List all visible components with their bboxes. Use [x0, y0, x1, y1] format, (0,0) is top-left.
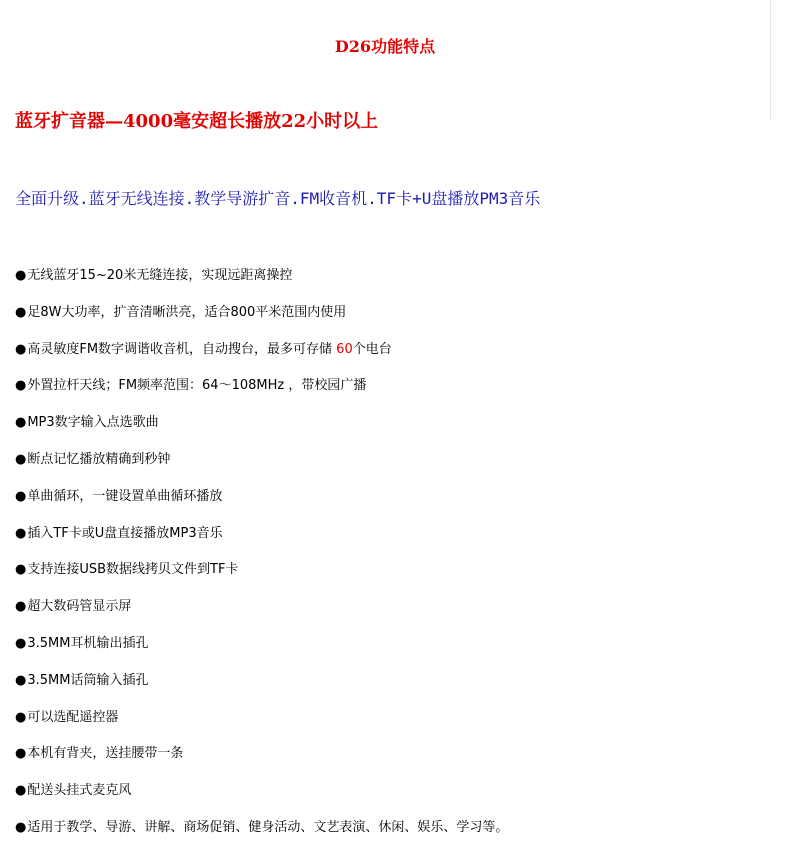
feature-item [15, 817, 508, 854]
feature-text-suffix: 个电台 [352, 341, 392, 357]
bullet-icon: ● [15, 488, 27, 504]
feature-list [15, 265, 508, 854]
feature-text: 3.5MM话筒输入插孔 [27, 672, 149, 688]
feature-text: 3.5MM耳机输出插孔 [27, 635, 149, 651]
feature-item [15, 449, 508, 486]
feature-item [15, 302, 508, 339]
bullet-icon: ● [15, 746, 27, 762]
feature-item [15, 633, 508, 670]
bullet-icon: ● [15, 378, 27, 394]
feature-text: 外置拉杆天线；FM频率范围：64～108MHz ，带校园广播 [27, 378, 367, 394]
feature-text: 适用于教学、导游、讲解、商场促销、健身活动、文艺表演、休闲、娱乐、学习等。 [27, 819, 509, 835]
bullet-icon: ● [15, 304, 27, 320]
bullet-icon: ● [15, 783, 27, 799]
feature-item [15, 596, 508, 633]
bullet-icon: ● [15, 599, 27, 615]
feature-item [15, 523, 508, 560]
feature-text: 足8W大功率，扩音清晰洪亮，适合800平米范围内使用 [27, 304, 347, 320]
product-subline: 全面升级.蓝牙无线连接.教学导游扩音.FM收音机.TF卡+U盘播放PM3音乐 [15, 189, 541, 208]
feature-item [15, 780, 508, 817]
feature-text: 本机有背夹，送挂腰带一条 [27, 746, 184, 762]
feature-text: 超大数码管显示屏 [27, 599, 132, 615]
feature-text: 无线蓝牙15~20米无缝连接，实现远距离操控 [27, 268, 293, 283]
feature-item [15, 412, 508, 449]
product-headline: 蓝牙扩音器—4000毫安超长播放22小时以上 [15, 111, 379, 132]
feature-item [15, 707, 508, 744]
feature-item [15, 670, 508, 707]
page-title: D26功能特点 [334, 37, 436, 56]
bullet-icon: ● [15, 635, 27, 651]
feature-text: 单曲循环，一键设置单曲循环播放 [27, 488, 223, 504]
bullet-icon: ● [15, 562, 27, 578]
feature-text: 可以选配遥控器 [27, 709, 119, 725]
bullet-icon: ● [15, 709, 27, 725]
feature-text: 插入TF卡或U盘直接播放MP3音乐 [27, 525, 223, 541]
bullet-icon: ● [15, 819, 27, 835]
bullet-icon: ● [15, 451, 27, 467]
bullet-icon: ● [15, 268, 27, 283]
feature-item [15, 486, 508, 523]
bullet-icon: ● [15, 341, 27, 357]
feature-item [15, 339, 508, 376]
bullet-icon: ● [15, 525, 27, 541]
feature-item [15, 559, 508, 596]
feature-item [15, 265, 508, 302]
feature-text: 配送头挂式麦克风 [27, 783, 132, 799]
bullet-icon: ● [15, 672, 27, 688]
bullet-icon: ● [15, 415, 27, 431]
feature-text: 断点记忆播放精确到秒钟 [27, 451, 171, 467]
feature-text: 支持连接USB数据线拷贝文件到TF卡 [27, 562, 239, 578]
feature-item [15, 375, 508, 412]
page-divider [770, 0, 771, 120]
feature-text: 高灵敏度FM数字调谐收音机，自动搜台，最多可存储 [27, 341, 337, 357]
feature-text: MP3数字输入点选歌曲 [27, 415, 159, 431]
station-count-highlight: 60 [336, 341, 353, 357]
feature-item [15, 743, 508, 780]
